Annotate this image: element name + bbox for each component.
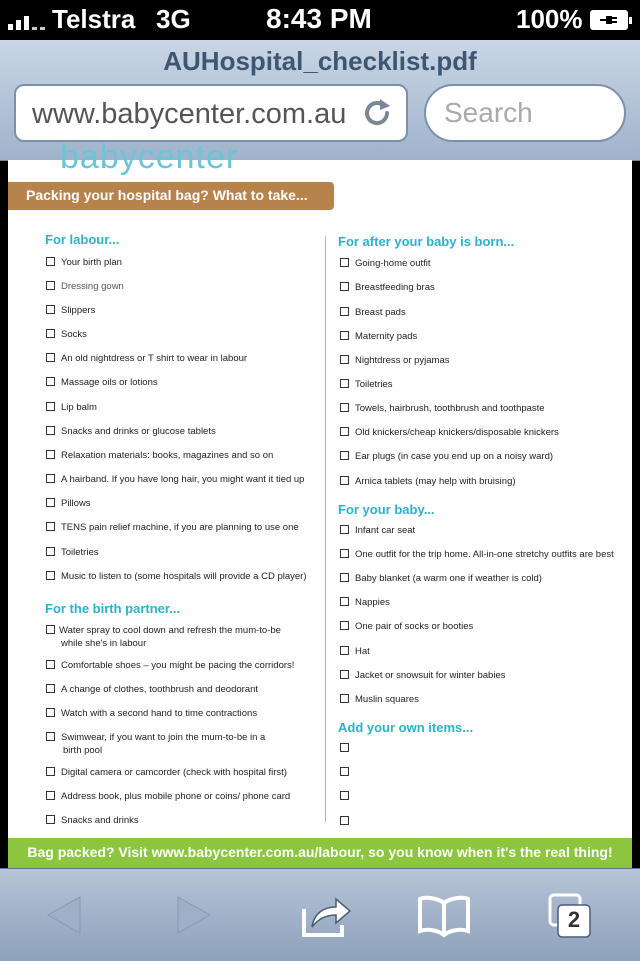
checkbox (46, 791, 55, 800)
section-heading-own-items: Add your own items... (338, 720, 474, 735)
checkbox (340, 767, 349, 776)
checkbox (46, 571, 55, 580)
checkbox (340, 621, 349, 630)
checkbox (46, 305, 55, 314)
charging-plug-icon (600, 14, 618, 26)
checkbox (340, 258, 349, 267)
tabs-button[interactable] (546, 885, 596, 945)
footer-text: Bag packed? Visit www.babycenter.com.au/labour, so you know when it's the real thing! (27, 844, 613, 860)
babycenter-logo: babycenter (60, 138, 239, 176)
section-heading-baby: For your baby... (338, 502, 435, 517)
battery-icon (590, 10, 628, 30)
checkbox (340, 427, 349, 436)
checkbox (340, 816, 349, 825)
url-text[interactable]: www.babycenter.com.au (32, 98, 347, 130)
page-title: AUHospital_checklist.pdf (163, 46, 477, 76)
checkbox (340, 670, 349, 679)
clock: 8:43 PM (266, 3, 372, 34)
checkbox (46, 281, 55, 290)
checkbox (46, 450, 55, 459)
network-type: 3G (156, 4, 191, 34)
address-bar[interactable] (14, 84, 408, 142)
checkbox (340, 743, 349, 752)
share-icon[interactable] (298, 885, 352, 945)
checkbox (46, 377, 55, 386)
tabs-count: 2 (567, 907, 581, 932)
checkbox (340, 403, 349, 412)
checkbox (340, 694, 349, 703)
status-bar (0, 0, 640, 40)
checkbox (46, 660, 55, 669)
checkbox (340, 355, 349, 364)
pdf-document[interactable]: babycenter Packing your hospital bag? What to take... For labour... Your birth plan Dressing gown Slippers Socks An old nightdress or T shirt to wear in labour Massage oils or lotions Lip balm Snacks and drinks or glucose tablets Relaxation materials: books, magazines and so on A hairband. If you have long hair, you might want it tied up Pillows TENS pain relief machine, if you are planning to use one Toiletries Music to listen to (some hospitals will provide a CD player) For the birth partner... Water spray to cool down and refresh the mum-to-be while she's in labour Comfortable shoes – you might be pacing the corridors! A change of clothes, toothbrush and deodorant Watch with a second hand to time contractions Swimwear, if you want to join the mum-to-be in a birth pool Digital camera or camcorder (check with hospital first) Address book, plus mobile phone or coins/ phone card Snacks and drinks For after your baby is born... Going-home outfit Breastfeeding bras Breast pads Maternity pads Nightdress or pyjamas Toiletries Towels, hairbrush, toothbrush and toothpaste Old knickers/cheap knickers/disposable knickers Ear plugs (in case you end up on a noisy ward) Arnica tablets (may help with bruising) For your baby... Infant car seat One outfit for the trip home. All-in-one stretchy outfits are best Baby blanket (a warm one if weather is cold) Nappies One pair of socks or booties Hat Jacket or snowsuit for winter babies Muslin squares Add your own items... Bag packed? Visit www.babycenter.com.au/labour, so you know when it's the real thing! (8, 160, 632, 868)
checkbox (46, 353, 55, 362)
reload-icon[interactable] (360, 96, 394, 130)
doc-banner (8, 182, 334, 210)
checkbox (340, 573, 349, 582)
browser-toolbar (0, 868, 640, 961)
checkbox (340, 451, 349, 460)
section-heading-after-birth: For after your baby is born... (338, 234, 515, 249)
checkbox (46, 498, 55, 507)
checkbox (340, 307, 349, 316)
checkbox (340, 549, 349, 558)
checkbox (340, 282, 349, 291)
checkbox (340, 646, 349, 655)
battery-percent: 100% (516, 4, 583, 34)
forward-arrow-icon[interactable] (174, 885, 214, 945)
section-heading-labour: For labour... (45, 232, 120, 247)
checkbox (340, 791, 349, 800)
checkbox (46, 767, 55, 776)
back-arrow-icon[interactable] (44, 885, 84, 945)
carrier-name: Telstra (52, 4, 136, 34)
checkbox (46, 625, 55, 634)
checkbox (340, 525, 349, 534)
section-heading-birth-partner: For the birth partner... (45, 601, 181, 616)
column-divider (325, 236, 326, 822)
checkbox (340, 331, 349, 340)
checkbox (46, 426, 55, 435)
checkbox (46, 522, 55, 531)
checkbox (46, 257, 55, 266)
bookmarks-icon[interactable] (416, 885, 472, 945)
search-input[interactable] (444, 96, 604, 130)
search-field[interactable] (424, 84, 626, 142)
checkbox (46, 815, 55, 824)
checkbox (46, 329, 55, 338)
checkbox (340, 597, 349, 606)
banner-text: Packing your hospital bag? What to take... (26, 187, 308, 203)
checkbox (46, 547, 55, 556)
checkbox (46, 732, 55, 741)
doc-footer (8, 838, 632, 868)
checkbox (340, 379, 349, 388)
checkbox (46, 708, 55, 717)
checkbox (46, 684, 55, 693)
checkbox (46, 474, 55, 483)
checkbox (46, 402, 55, 411)
checkbox (340, 476, 349, 485)
